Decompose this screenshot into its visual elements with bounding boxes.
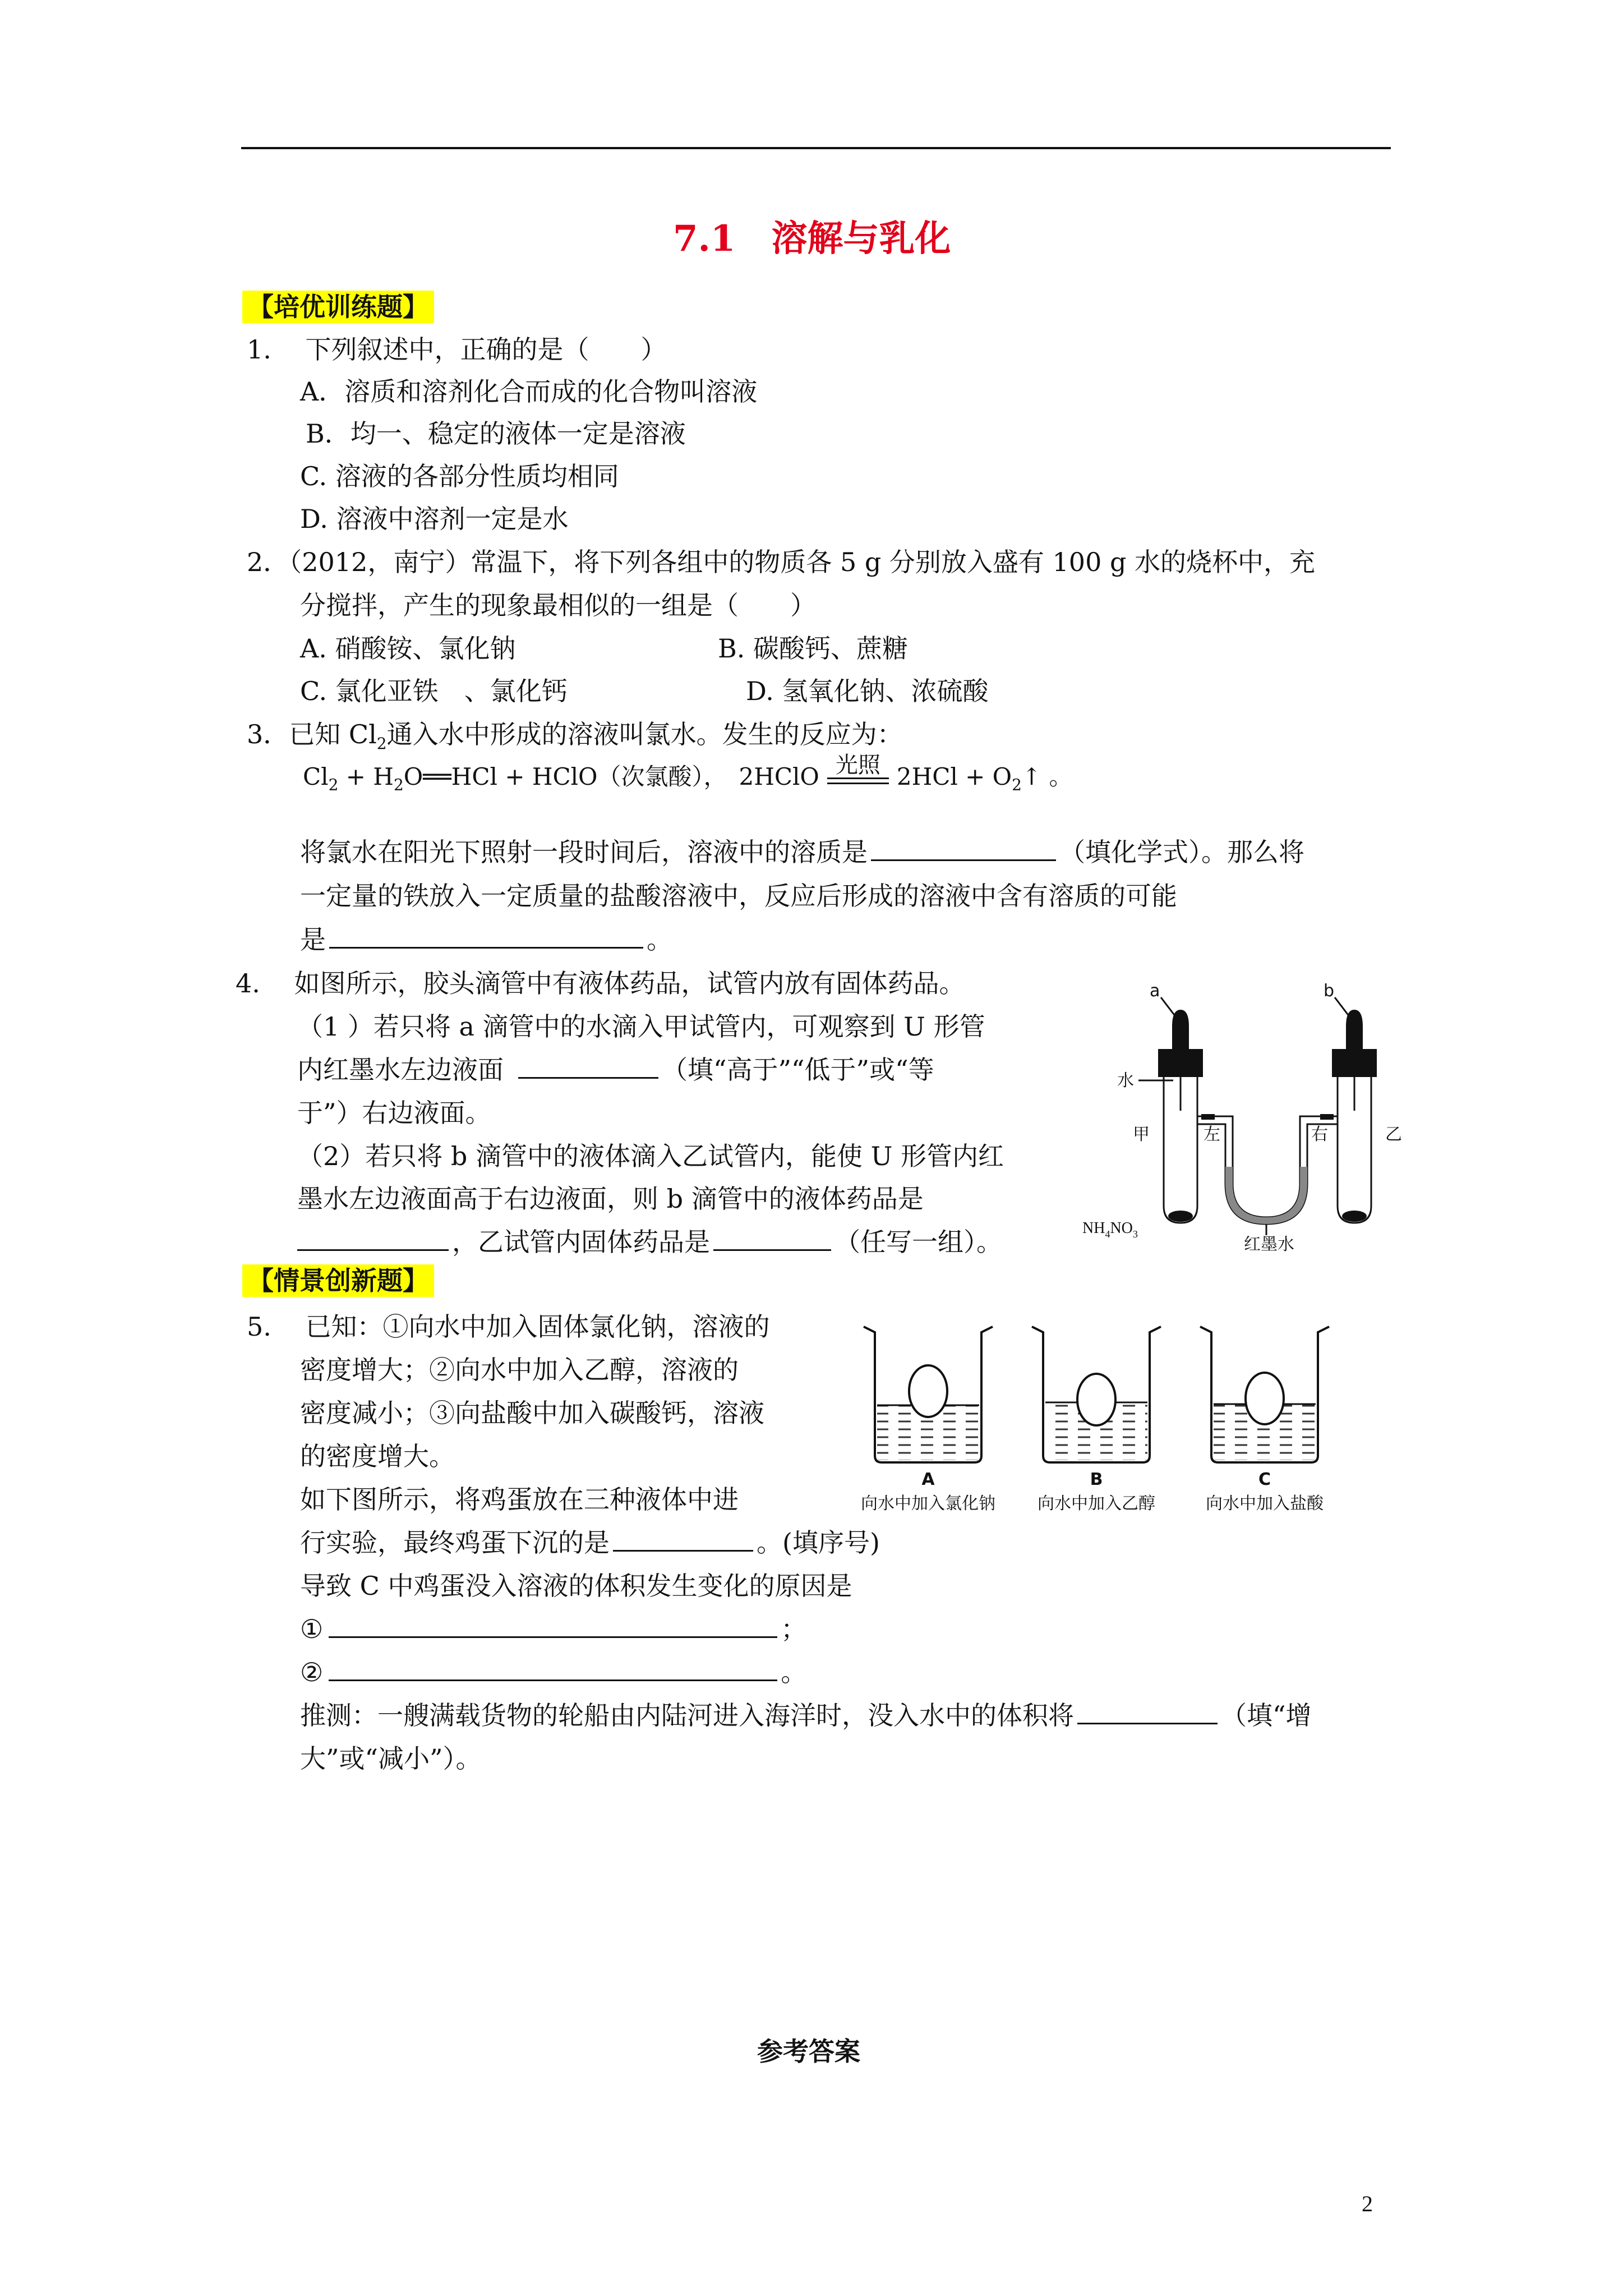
eq-cl: Cl [303,763,329,790]
q5-line1: 5. 已知：①向水中加入固体氯化钠，溶液的 [247,1312,770,1342]
q2-option-a: A. 硝酸铵、氯化钠 [300,633,516,664]
q4-p1-line2-post: （填“高于”“低于”或“等 [662,1055,934,1085]
q5-line2: 密度增大；②向水中加入乙醇，溶液的 [300,1355,739,1385]
beaker-a-caption: 向水中加入氯化钠 [861,1494,995,1513]
q3-line2: 一定量的铁放入一定质量的盐酸溶液中，反应后形成的溶液中含有溶质的可能 [300,881,1177,911]
q5-line9-pre: ② [300,1657,324,1687]
beaker-b-caption: 向水中加入乙醇 [1038,1494,1155,1513]
red-ink-liquid [1225,1167,1307,1224]
eq-end: ↑ 。 [1021,763,1073,790]
dropper-bulb-b [1346,1010,1363,1049]
q5-line8-post: ； [781,1614,807,1644]
label-right: 右 [1311,1125,1328,1144]
answer-blank[interactable] [613,1550,753,1552]
q2-option-c: C. 氯化亚铁 、氯化钙 [300,676,568,706]
q1-option-b: B．均一、稳定的液体一定是溶液 [306,418,686,449]
beaker-c [1200,1327,1329,1462]
q4-p2-line2: 墨水左边液面高于右边液面，则 b 滴管中的液体药品是 [297,1184,924,1214]
q4-p2-line1: （2）若只将 b 滴管中的液体滴入乙试管内，能使 U 形管内红 [297,1141,1004,1171]
eq-cl-sub: 2 [328,775,339,794]
q5-line3: 密度减小；③向盐酸中加入碳酸钙，溶液 [300,1398,764,1428]
q4-stem: 4. 如图所示，胶头滴管中有液体药品，试管内放有固体药品。 [236,968,965,999]
label-jia: 甲 [1133,1125,1150,1144]
dropper-bulb-a [1172,1010,1189,1049]
q1-stem: 1. 下列叙述中，正确的是（ ） [247,334,667,365]
eq-rest: O══HCl + HClO（次氯酸）， 2HClO [403,763,819,790]
q3-line3-pre: 是 [300,924,326,955]
q3-stem-sub: 2 [376,734,387,753]
double-line-icon [827,777,889,784]
q3-line1-post: （填化学式）。那么将 [1059,837,1304,867]
label-nh4no3: $NH_4NO_3$ [1082,1220,1138,1240]
page-title: 7.1 溶解与乳化 [673,218,951,260]
label-b: b [1324,981,1335,1001]
q5-line5: 如下图所示，将鸡蛋放在三种液体中进 [300,1484,739,1515]
q3-line1-pre: 将氯水在阳光下照射一段时间后，溶液中的溶质是 [300,837,868,867]
egg-c [1246,1373,1284,1424]
answer-blank[interactable] [871,859,1056,861]
q2-stem-line2: 分搅拌，产生的现象最相似的一组是（ ） [300,590,816,620]
page-number: 2 [1362,2191,1373,2216]
answer-blank[interactable] [1077,1723,1218,1724]
eq-condition-arrow [827,754,889,784]
q4-p2-line3-mid: ，乙试管内固体药品是 [452,1227,710,1257]
q1-option-c: C. 溶液的各部分性质均相同 [300,461,619,491]
q1-option-d: D. 溶液中溶剂一定是水 [300,504,569,534]
label-left: 左 [1204,1125,1220,1144]
q3-line1 [300,837,1304,868]
q4-p1-line1: （1 ）若只将 a 滴管中的水滴入甲试管内，可观察到 U 形管 [297,1011,985,1042]
section-tag-innovation-label: 【情景创新题】 [242,1264,434,1297]
q4-p1-line2 [297,1055,934,1085]
q5-line10 [300,1700,1312,1731]
stopper-right [1332,1049,1377,1077]
label-yi: 乙 [1385,1125,1402,1144]
stopper-left [1158,1049,1203,1077]
q3-equations [303,752,1073,797]
beaker-a [864,1327,993,1462]
eq-h-sub: 2 [393,775,404,794]
q2-stem-line1: 2．（2012，南宁）常温下，将下列各组中的物质各 5 g 分别放入盛有 100 g 水的烧杯中，充 [247,547,1316,577]
q3-line3-post: 。 [647,924,672,955]
answer-blank[interactable] [518,1077,658,1079]
eq-condition: 光照 [835,752,880,778]
answer-blank[interactable] [329,1636,777,1638]
beaker-b [1032,1327,1161,1462]
q2-option-b: B. 碳酸钙、蔗糖 [718,633,909,664]
section-tag-innovation [242,1266,434,1296]
q5-line10-post: （填“增 [1221,1700,1312,1731]
section-tag-training-label: 【培优训练题】 [242,291,434,323]
q5-line6-pre: 行实验，最终鸡蛋下沉的是 [300,1527,610,1558]
answer-blank[interactable] [329,1680,777,1681]
q4-p2-line3-post: （任写一组）。 [834,1227,1002,1257]
q5-line9 [300,1657,806,1688]
q5-line4: 的密度增大。 [300,1441,455,1471]
egg-b [1077,1374,1115,1425]
label-a: a [1150,981,1160,1001]
q3-stem-pre: 3．已知 Cl [247,719,377,749]
label-water: 水 [1117,1071,1134,1091]
answer-blank[interactable] [329,947,643,949]
q4-p1-line3: 于”）右边液面。 [297,1098,491,1128]
header-rule [241,147,1391,149]
beaker-b-letter: B [1090,1470,1103,1489]
eq-products: 2HCl + O [896,763,1012,790]
q3-stem-post: 通入水中形成的溶液叫氯水。发生的反应为： [386,719,903,749]
q5-line6-post: 。(填序号) [757,1527,880,1558]
q5-line8 [300,1614,806,1645]
q5-line9-post: 。 [781,1657,807,1687]
q5-line10-pre: 推测：一艘满载货物的轮船由内陆河进入海洋时，没入水中的体积将 [300,1700,1074,1731]
q1-option-a: A．溶质和溶剂化合而成的化合物叫溶液 [300,376,758,407]
answers-heading: 参考答案 [757,2036,860,2067]
answer-blank[interactable] [297,1249,449,1251]
answer-blank[interactable] [713,1249,831,1251]
q4-p1-line2-pre: 内红墨水左边液面 [297,1055,504,1085]
beaker-c-caption: 向水中加入盐酸 [1206,1494,1324,1513]
beaker-a-letter: A [921,1470,935,1489]
eq-o-sub: 2 [1012,775,1022,794]
section-tag-training [242,292,434,323]
q2-option-d: D. 氢氧化钠、浓硫酸 [746,676,989,706]
q5-line11: 大”或“减小”）。 [300,1743,482,1774]
q5-line6 [300,1527,880,1558]
q4-p2-line3 [297,1227,1002,1258]
u-tube-figure [1071,981,1402,1254]
eq-h: + H [338,763,394,790]
egg-a [909,1365,947,1417]
solid-nh4no3 [1168,1211,1193,1222]
q3-line3 [300,924,672,955]
beaker-c-letter: C [1258,1470,1271,1489]
q5-line7: 导致 C 中鸡蛋没入溶液的体积发生变化的原因是 [300,1571,852,1601]
q5-line8-pre: ① [300,1614,324,1644]
label-red-ink: 红墨水 [1244,1235,1294,1254]
solid-right [1342,1211,1367,1222]
q3-stem [247,719,903,753]
beakers-figure [852,1315,1357,1523]
